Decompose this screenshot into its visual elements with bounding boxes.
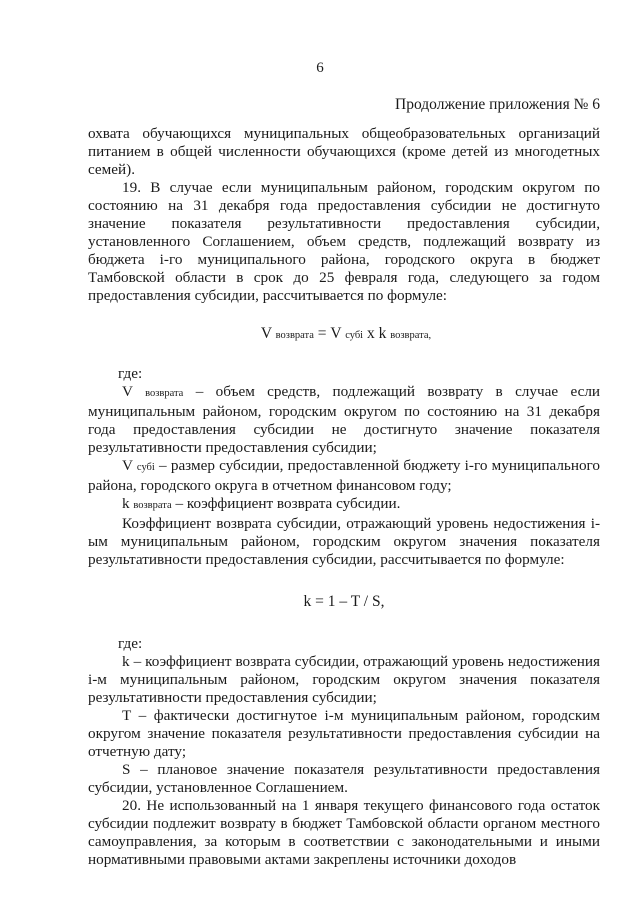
definition2-t: T – фактически достигнутое i-м муниципальным районом, городским округом значение показателя результативности предоставления субсидии на отчетную дату; [88,707,600,760]
def-k-text: – коэффициент возврата субсидии. [175,495,401,512]
paragraph-20: 20. Не использованный на 1 января текущего финансового года остаток субсидии подлежит возврату в бюджет Тамбовской области органом местного самоуправления, за которым в соответствии с законодательными и иными нормативными правовыми актами закреплены источники доходов [88,797,600,868]
where-label-1: где: [118,365,143,382]
formula-x-k: x k [366,325,387,342]
formula-sub-vozvrata-2: возврата, [390,330,432,341]
document-body [88,125,600,869]
definition-v-subi [88,457,600,495]
page-number: 6 [316,60,324,76]
coefficient-paragraph: Коэффициент возврата субсидии, отражающий уровень недостижения i-ым муниципальным районом, городским округом значения показателя результативности предоставления субсидии, рассчитывается по формуле: [88,515,600,568]
where-label-2: где: [118,635,143,652]
formula-eq: = V [317,325,342,342]
definition2-s: S – плановое значение показателя результативности предоставления субсидии, установленное Соглашением. [88,761,600,796]
def-k-sub: возврата [133,500,172,511]
formula-sub-vozvrata: возврата [275,330,314,341]
def-k-symbol: k [122,495,130,512]
def-v-symbol: V [122,383,133,400]
formula-sub-subi: субi [345,330,364,341]
formula-return-volume [88,325,600,345]
intro-paragraph: охвата обучающихся муниципальных общеобразовательных организаций питанием в общей численности обучающихся (кроме детей из многодетных семей). [88,125,600,178]
def-vsub-text: – размер субсидии, предоставленной бюджету i-го муниципального района, городского округа в отчетном финансовом году; [88,457,601,494]
formula-v: V [260,325,272,342]
definition-k-vozvrata [88,495,600,515]
definition2-k: k – коэффициент возврата субсидии, отражающий уровень недостижения i-м муниципальным районом, городским округом значения показателя результативности предоставления субсидии; [88,653,600,706]
paragraph-19: 19. В случае если муниципальным районом, городским округом по состоянию на 31 декабря года предоставления субсидии не достигнуто значение показателя результативности предоставления субсидии, установленного Соглашением, объем средств, подлежащий возврату из бюджета i-го муниципального района, городского округа в бюджет Тамбовской области в срок до 25 февраля года, следующего за годом предоставления субсидии, рассчитывается по формуле: [88,179,600,304]
formula-coefficient: k = 1 – T / S, [303,593,385,610]
def-vsub-sub: субi [136,462,155,473]
def-vsub-symbol: V [122,457,133,474]
def-v-sub: возврата [145,388,184,399]
appendix-header: Продолжение приложения № 6 [395,96,600,113]
def-v-text: – объем средств, подлежащий возврату в случае если муниципальным районом, городским округом по состоянию на 31 декабря года предоставления субсидии не достигнуто значение показателя результативности предоставления субсидии; [88,383,601,456]
definition-v-vozvrata [88,383,600,457]
